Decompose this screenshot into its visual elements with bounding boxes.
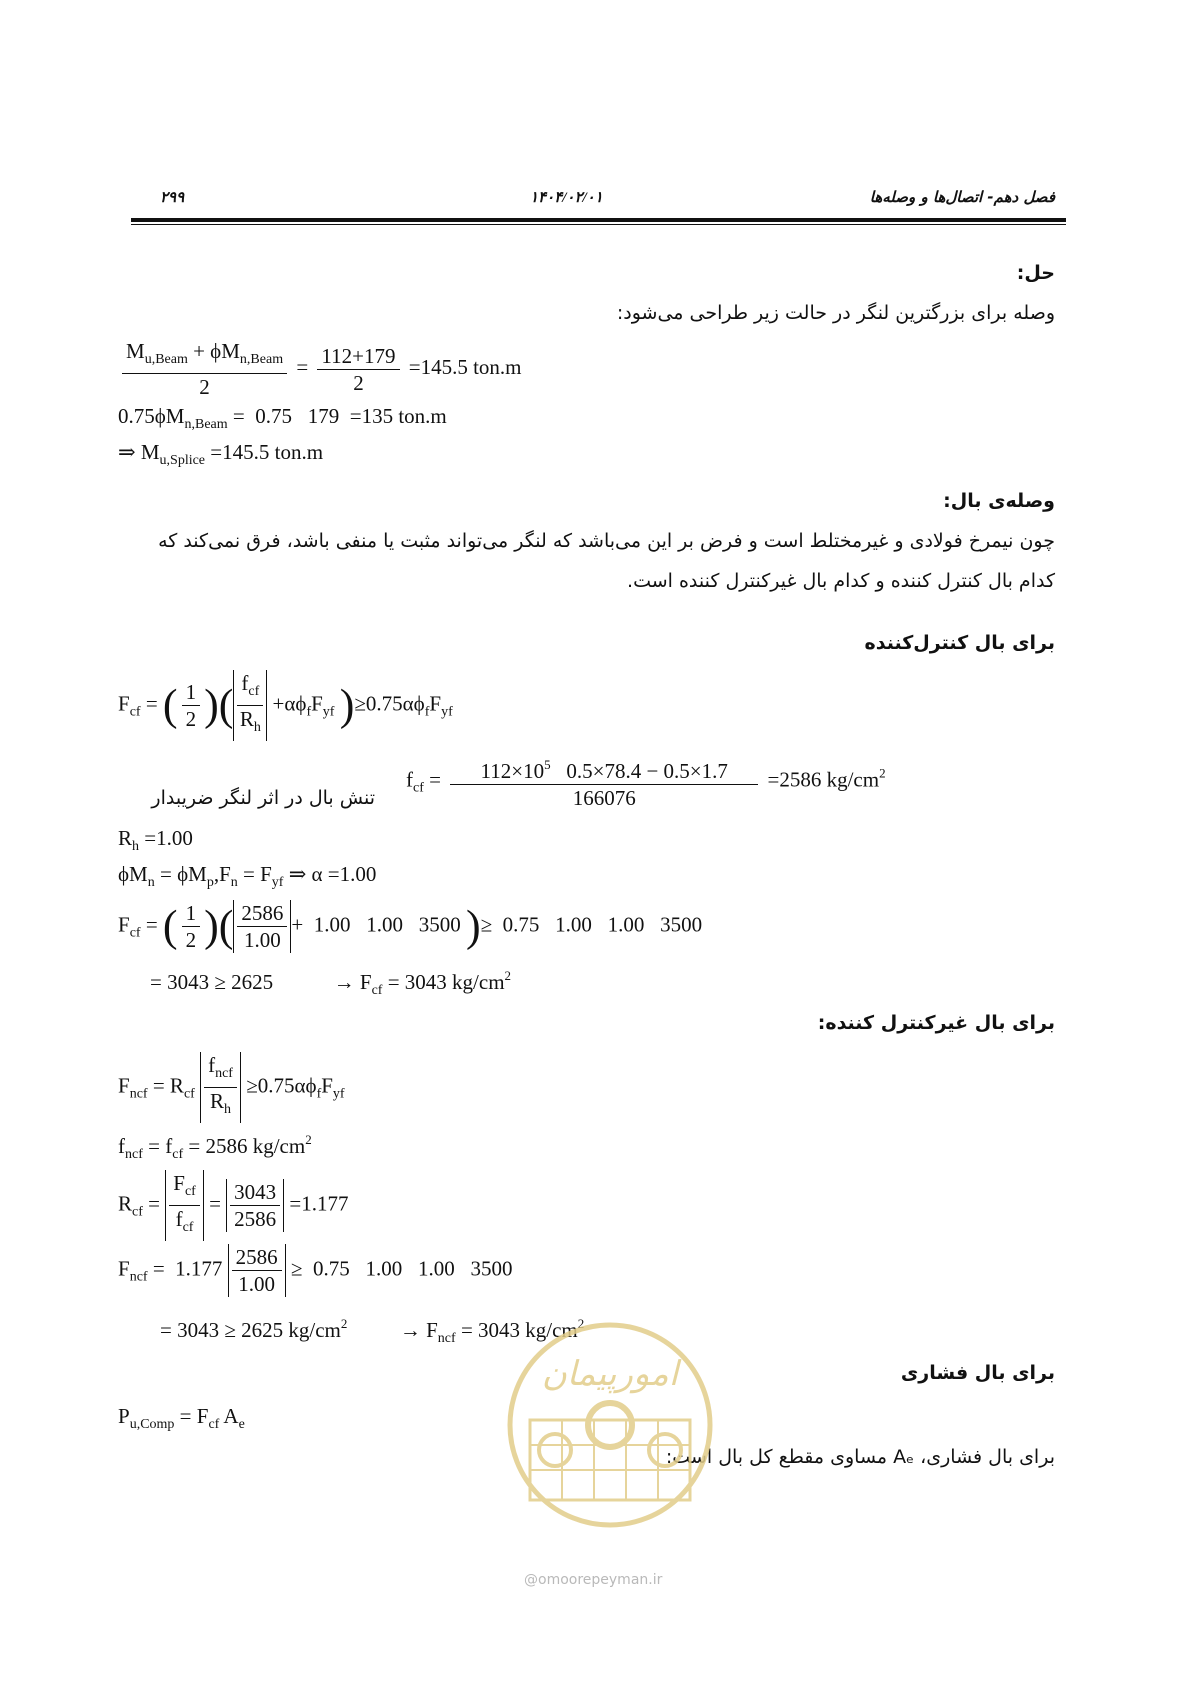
- equation-rh: $R_h =1.00$: [118, 826, 193, 854]
- equation-pu-comp: $P_{u,Comp} = F_{cf}$ $A_e$: [118, 1404, 245, 1432]
- equation-rcf: $R_{cf}$ = $\frac{F_{cf}}{f_{cf}}$ = $\frac{3043}{2586}$ =1.177: [118, 1170, 349, 1241]
- stress-label: تنش بال در اثر لنگر ضریبدار: [151, 787, 375, 809]
- controlling-flange-title: برای بال کنترل‌کننده: [864, 632, 1055, 654]
- watermark-url: @omoorepeyman.ir: [524, 1572, 663, 1588]
- page-number: ۲۹۹: [160, 190, 185, 206]
- equation-splice-moment: ⇒ $M_{u,Splice} =145.5$ ton.m: [118, 440, 324, 468]
- compression-paragraph: برای بال فشاری، Aₑ مساوی مقطع کل بال است:: [665, 1446, 1055, 1468]
- noncontrolling-flange-title: برای بال غیرکنترل کننده:: [817, 1012, 1055, 1034]
- equation-fncf-result: = 3043 ≥ 2625 $kg/cm^2 \to F_{ncf} = 3043$ $kg/cm^2$: [160, 1316, 585, 1346]
- header-rule-thin: [131, 224, 1066, 225]
- header-rule-thick: [131, 218, 1066, 222]
- watermark-logo: [500, 1310, 720, 1540]
- flange-splice-title: وصله‌ی بال:: [943, 490, 1055, 512]
- solution-label: حل:: [1016, 262, 1055, 284]
- header-date: ۱۴۰۴/۰۲/۰۱: [530, 190, 603, 206]
- equation-flange-stress: $f_{cf}$ = $\frac{112\times 10^5 0.5\times 78.4 - 0.5\times 1.7}{166076}$ =2586 $kg/cm^2$: [406, 752, 886, 811]
- equation-fncf-general: $F_{ncf} = R_{cf}$ $\frac{f_{ncf}}{R_h}$ $\ge 0.75\alpha\phi_fF_{yf}$: [118, 1052, 345, 1123]
- watermark-logo-text: امورپیمان: [541, 1354, 679, 1394]
- equation-fcf-result: = $3043 \ge 2625 \to F_{cf} = 3043$ $kg/cm^2$: [150, 968, 512, 998]
- flange-paragraph-line-1: چون نیمرخ فولادی و غیرمختلط است و فرض بر این می‌باشد که لنگر می‌تواند مثبت یا منفی باشد، فرق نمی‌کند که: [158, 530, 1055, 552]
- equation-fncf-value: $f_{ncf} = f_{cf} = 2586$ $kg/cm^2$: [118, 1132, 312, 1162]
- equation-fncf-numeric: $F_{ncf} = 1.177$ $\frac{2586}{1.00}$ ≥ 0.75 1.00 1.00 3500: [118, 1245, 513, 1296]
- flange-paragraph-line-2: کدام بال کنترل کننده و کدام بال غیرکنترل کننده است.: [627, 570, 1055, 592]
- intro-text: وصله برای بزرگترین لنگر در حالت زیر طراحی می‌شود:: [616, 302, 1055, 324]
- compression-flange-title: برای بال فشاری: [900, 1362, 1055, 1384]
- equation-alpha: $\phi M_n = \phi M_p,F_n = F_{yf}$ ⇒ α =1.00: [118, 862, 377, 890]
- equation-fcf-general: $F_{cf}$ = ( $\frac{1}{2}$ )( $\frac{f_{cf}}{R_h}$ $+\alpha\phi_fF_{yf}$ )$\ge 0.75\alpha\phi_fF_{yf}$: [118, 670, 453, 741]
- chapter-title: فصل دهم- اتصال‌ها و وصله‌ها: [869, 188, 1055, 206]
- equation-075-moment: $0.75\phi M_{n,Beam} = 0.75$ 179 =135 ton.m: [118, 404, 447, 432]
- equation-fcf-numeric: $F_{cf}$ = ( $\frac{1}{2}$ )( $\frac{2586}{1.00}$ + 1.00 1.00 3500 )≥ 0.75 1.00 1.00 3500: [118, 901, 703, 952]
- equation-moment-average: $\frac{M_{u,Beam} + \phi M_{n,Beam}}{2}$ = $\frac{112+179}{2}$ =145.5 ton.m: [118, 338, 522, 400]
